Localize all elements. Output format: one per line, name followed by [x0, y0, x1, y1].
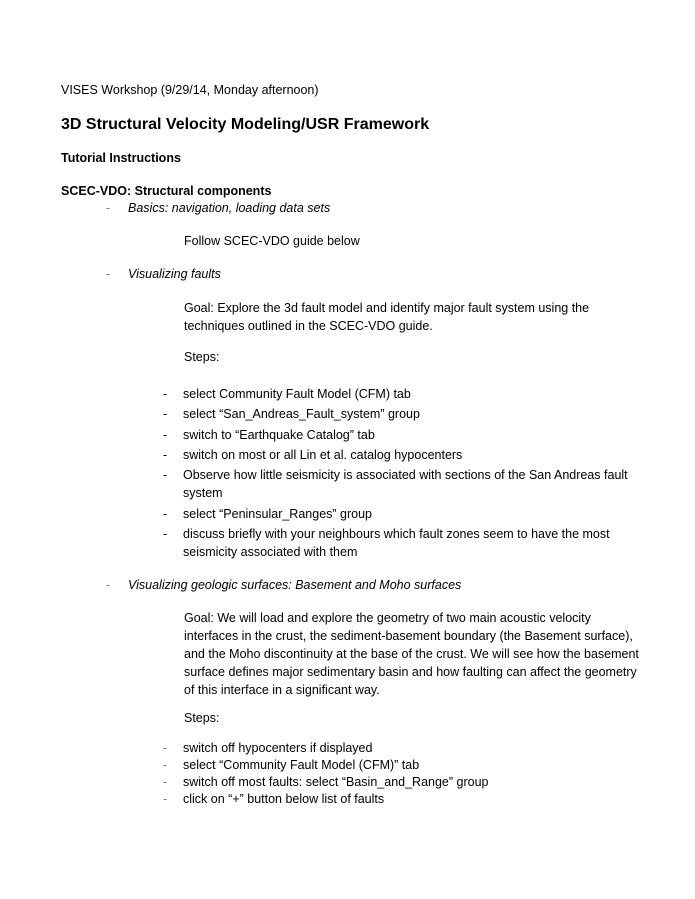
bullet-dash: - — [163, 741, 168, 755]
faults-steps-label: Steps: — [184, 350, 220, 364]
bullet-dash: - — [163, 448, 168, 462]
section-title: SCEC-VDO: Structural components — [61, 184, 272, 198]
faults-goal: Goal: Explore the 3d fault model and identify major fault system using the techniques outlined in the SCEC-VDO guide. — [184, 301, 590, 333]
bullet-dash: - — [163, 468, 168, 482]
step-text: switch off hypocenters if displayed — [183, 741, 373, 755]
step-text: select “Community Fault Model (CFM)” tab — [183, 758, 420, 772]
tutorial-subtitle: Tutorial Instructions — [61, 151, 181, 165]
step-text: select “Peninsular_Ranges” group — [183, 507, 372, 521]
step-text: select “San_Andreas_Fault_system” group — [183, 407, 420, 421]
section-heading-surfaces: Visualizing geologic surfaces: Basement and Moho surfaces — [128, 578, 462, 592]
workshop-line: VISES Workshop (9/29/14, Monday afternoon) — [61, 83, 319, 97]
step-text: discuss briefly with your neighbours which fault zones seem to have the most seismicity associated with them — [183, 527, 610, 559]
section-marker: - — [106, 201, 111, 215]
bullet-dash: - — [163, 407, 168, 421]
section-heading-basics: Basics: navigation, loading data sets — [128, 201, 331, 215]
bullet-dash: - — [163, 792, 168, 806]
document-title: 3D Structural Velocity Modeling/USR Framework — [61, 116, 430, 133]
step-text: switch on most or all Lin et al. catalog hypocenters — [183, 448, 463, 462]
section-marker: - — [106, 267, 111, 281]
bullet-dash: - — [163, 387, 168, 401]
bullet-dash: - — [163, 428, 168, 442]
section-heading-faults: Visualizing faults — [128, 267, 221, 281]
bullet-dash: - — [163, 507, 168, 521]
bullet-dash: - — [163, 758, 168, 772]
section-marker: - — [106, 578, 111, 592]
basics-note: Follow SCEC-VDO guide below — [184, 234, 360, 248]
surfaces-goal: Goal: We will load and explore the geometry of two main acoustic velocity interfaces in the crust, the sediment-basement boundary (the Basement surface), and the Moho discontinuity at the base of the crust. We will see how the basement surface defines major sedimentary basin and how faulting can affect the geometry of this interface in a significant way. — [184, 611, 639, 697]
step-text: select Community Fault Model (CFM) tab — [183, 387, 411, 401]
step-text: Observe how little seismicity is associated with sections of the San Andreas fault system — [183, 468, 628, 500]
bullet-dash: - — [163, 527, 168, 541]
bullet-dash: - — [163, 775, 168, 789]
step-text: switch to “Earthquake Catalog” tab — [183, 428, 375, 442]
step-text: click on “+” button below list of faults — [183, 792, 385, 806]
step-text: switch off most faults: select “Basin_and_Range” group — [183, 775, 489, 789]
surfaces-steps-label: Steps: — [184, 711, 220, 725]
